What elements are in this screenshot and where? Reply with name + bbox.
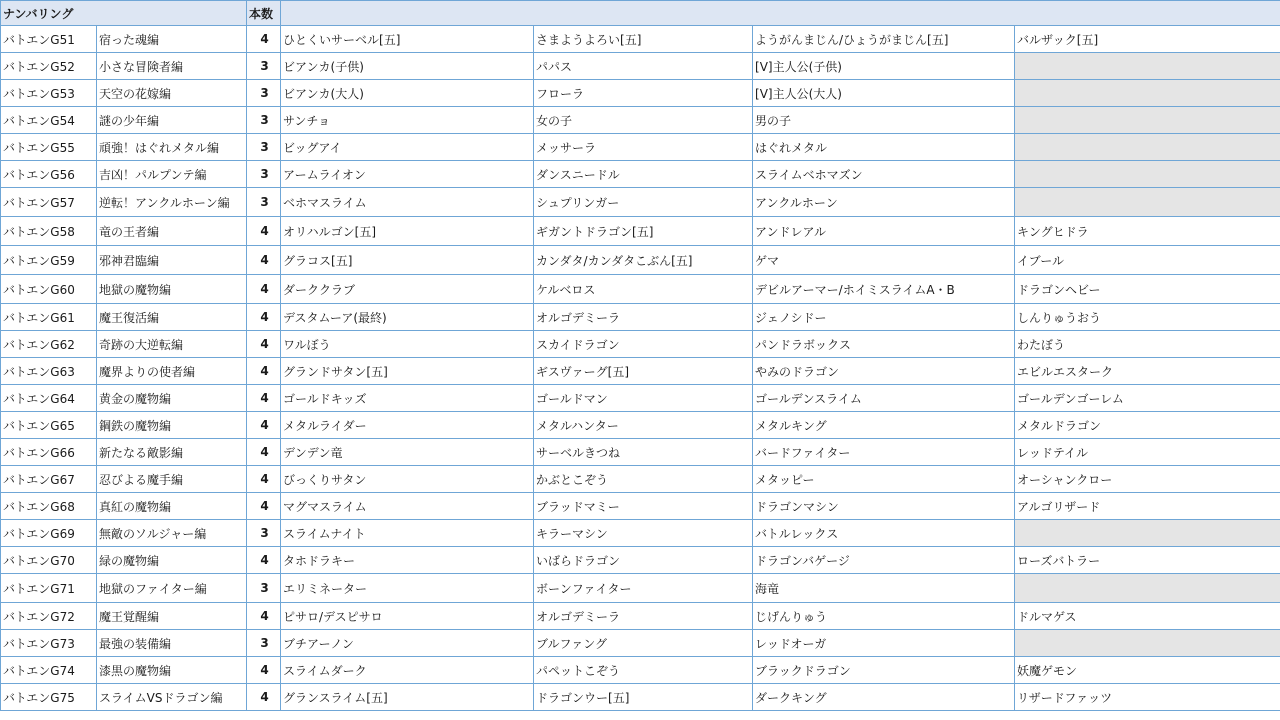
cell-numbering[interactable]: バトエンG62 bbox=[1, 331, 97, 358]
cell-monster-3[interactable]: ゴールデンスライム bbox=[753, 385, 1015, 412]
table-row bbox=[1, 574, 1280, 603]
cell-count[interactable]: 3 bbox=[247, 520, 281, 547]
cell-monster-1[interactable]: オリハルゴン[五] bbox=[281, 217, 534, 246]
cell-numbering[interactable]: バトエンG52 bbox=[1, 53, 97, 80]
cell-count[interactable]: 4 bbox=[247, 275, 281, 304]
cell-count[interactable]: 4 bbox=[247, 493, 281, 520]
cell-title[interactable]: 最強の装備編 bbox=[97, 630, 247, 657]
cell-numbering[interactable]: バトエンG71 bbox=[1, 574, 97, 603]
cell-monster-1[interactable]: ブチアーノン bbox=[281, 630, 534, 657]
cell-numbering[interactable]: バトエンG61 bbox=[1, 304, 97, 331]
cell-monster-2[interactable]: シュプリンガー bbox=[534, 188, 753, 217]
cell-monster-2[interactable]: ギスヴァーグ[五] bbox=[534, 358, 753, 385]
cell-title[interactable]: 竜の王者編 bbox=[97, 217, 247, 246]
cell-monster-3[interactable]: バードファイター bbox=[753, 439, 1015, 466]
cell-monster-4[interactable] bbox=[1015, 161, 1280, 188]
cell-monster-2[interactable]: ブラッドマミー bbox=[534, 493, 753, 520]
cell-monster-1[interactable]: グラコス[五] bbox=[281, 246, 534, 275]
cell-numbering[interactable]: バトエンG65 bbox=[1, 412, 97, 439]
cell-monster-4[interactable]: メタルドラゴン bbox=[1015, 412, 1280, 439]
cell-count[interactable]: 3 bbox=[247, 188, 281, 217]
cell-count[interactable]: 3 bbox=[247, 574, 281, 603]
table-row bbox=[1, 520, 1280, 547]
cell-numbering[interactable]: バトエンG72 bbox=[1, 603, 97, 630]
cell-monster-4[interactable] bbox=[1015, 53, 1280, 80]
cell-monster-1[interactable]: グランスライム[五] bbox=[281, 684, 534, 711]
cell-monster-2[interactable]: オルゴデミーラ bbox=[534, 603, 753, 630]
table-row bbox=[1, 466, 1280, 493]
cell-monster-2[interactable]: スカイドラゴン bbox=[534, 331, 753, 358]
cell-count[interactable]: 3 bbox=[247, 134, 281, 161]
cell-title[interactable]: 地獄の魔物編 bbox=[97, 275, 247, 304]
cell-monster-2[interactable]: ケルベロス bbox=[534, 275, 753, 304]
cell-monster-2[interactable]: ゴールドマン bbox=[534, 385, 753, 412]
cell-monster-2[interactable]: カンダタ/カンダタこぶん[五] bbox=[534, 246, 753, 275]
cell-monster-4[interactable]: バルザック[五] bbox=[1015, 26, 1280, 53]
cell-numbering[interactable]: バトエンG57 bbox=[1, 188, 97, 217]
cell-numbering[interactable]: バトエンG55 bbox=[1, 134, 97, 161]
cell-monster-4[interactable]: ローズバトラー bbox=[1015, 547, 1280, 574]
table-row bbox=[1, 53, 1280, 80]
cell-title[interactable]: 漆黒の魔物編 bbox=[97, 657, 247, 684]
table-row bbox=[1, 26, 1280, 53]
cell-monster-1[interactable]: スライムダーク bbox=[281, 657, 534, 684]
cell-monster-4[interactable]: イブール bbox=[1015, 246, 1280, 275]
table-row bbox=[1, 80, 1280, 107]
cell-monster-3[interactable]: ゲマ bbox=[753, 246, 1015, 275]
cell-monster-4[interactable]: しんりゅうおう bbox=[1015, 304, 1280, 331]
table-header bbox=[1, 1, 1280, 26]
cell-monster-3[interactable]: 海竜 bbox=[753, 574, 1015, 603]
table-row bbox=[1, 657, 1280, 684]
cell-count[interactable]: 3 bbox=[247, 107, 281, 134]
cell-title[interactable]: 新たなる敵影編 bbox=[97, 439, 247, 466]
cell-count[interactable]: 4 bbox=[247, 304, 281, 331]
cell-monster-4[interactable] bbox=[1015, 520, 1280, 547]
cell-monster-1[interactable]: デンデン竜 bbox=[281, 439, 534, 466]
cell-monster-2[interactable]: さまようよろい[五] bbox=[534, 26, 753, 53]
header-numbering[interactable]: ナンバリング bbox=[1, 1, 247, 26]
cell-monster-3[interactable]: ブラックドラゴン bbox=[753, 657, 1015, 684]
header-count[interactable]: 本数 bbox=[247, 1, 281, 26]
cell-title[interactable]: 天空の花嫁編 bbox=[97, 80, 247, 107]
cell-monster-4[interactable]: ゴールデンゴーレム bbox=[1015, 385, 1280, 412]
cell-title[interactable]: スライムVSドラゴン編 bbox=[97, 684, 247, 711]
cell-monster-2[interactable]: ボーンファイター bbox=[534, 574, 753, 603]
table-row bbox=[1, 134, 1280, 161]
cell-count[interactable]: 4 bbox=[247, 547, 281, 574]
cell-count[interactable]: 3 bbox=[247, 630, 281, 657]
cell-numbering[interactable]: バトエンG58 bbox=[1, 217, 97, 246]
cell-monster-1[interactable]: マグマスライム bbox=[281, 493, 534, 520]
cell-count[interactable]: 4 bbox=[247, 657, 281, 684]
cell-monster-2[interactable]: ドラゴンウー[五] bbox=[534, 684, 753, 711]
cell-monster-1[interactable]: ひとくいサーベル[五] bbox=[281, 26, 534, 53]
cell-monster-4[interactable]: エビルエスターク bbox=[1015, 358, 1280, 385]
cell-title[interactable]: 魔王覚醒編 bbox=[97, 603, 247, 630]
cell-count[interactable]: 3 bbox=[247, 80, 281, 107]
cell-count[interactable]: 4 bbox=[247, 466, 281, 493]
cell-count[interactable]: 4 bbox=[247, 331, 281, 358]
cell-monster-2[interactable]: キラーマシン bbox=[534, 520, 753, 547]
cell-monster-3[interactable]: アンドレアル bbox=[753, 217, 1015, 246]
table-row bbox=[1, 385, 1280, 412]
cell-title[interactable]: 邪神君臨編 bbox=[97, 246, 247, 275]
cell-monster-4[interactable] bbox=[1015, 134, 1280, 161]
cell-monster-2[interactable]: メタルハンター bbox=[534, 412, 753, 439]
cell-count[interactable]: 4 bbox=[247, 439, 281, 466]
cell-monster-4[interactable]: ドラゴンヘビー bbox=[1015, 275, 1280, 304]
cell-title[interactable]: 魔界よりの使者編 bbox=[97, 358, 247, 385]
cell-monster-4[interactable] bbox=[1015, 80, 1280, 107]
table-row bbox=[1, 331, 1280, 358]
table-row bbox=[1, 439, 1280, 466]
cell-monster-4[interactable]: オーシャンクロー bbox=[1015, 466, 1280, 493]
cell-count[interactable]: 4 bbox=[247, 358, 281, 385]
table-row bbox=[1, 188, 1280, 217]
cell-monster-1[interactable]: ベホマスライム bbox=[281, 188, 534, 217]
cell-monster-1[interactable]: ビッグアイ bbox=[281, 134, 534, 161]
cell-monster-3[interactable]: じげんりゅう bbox=[753, 603, 1015, 630]
cell-monster-2[interactable]: かぶとこぞう bbox=[534, 466, 753, 493]
cell-monster-3[interactable]: ドラゴンマシン bbox=[753, 493, 1015, 520]
cell-monster-4[interactable]: リザードファッツ bbox=[1015, 684, 1280, 711]
cell-monster-3[interactable]: はぐれメタル bbox=[753, 134, 1015, 161]
cell-numbering[interactable]: バトエンG60 bbox=[1, 275, 97, 304]
table-row bbox=[1, 217, 1280, 246]
cell-monster-3[interactable]: メタルキング bbox=[753, 412, 1015, 439]
cell-monster-3[interactable]: ドラゴンバゲージ bbox=[753, 547, 1015, 574]
table-row bbox=[1, 304, 1280, 331]
cell-title[interactable]: 謎の少年編 bbox=[97, 107, 247, 134]
cell-count[interactable]: 3 bbox=[247, 53, 281, 80]
cell-monster-2[interactable]: ギガントドラゴン[五] bbox=[534, 217, 753, 246]
cell-title[interactable]: 忍びよる魔手編 bbox=[97, 466, 247, 493]
cell-monster-2[interactable]: パパス bbox=[534, 53, 753, 80]
cell-numbering[interactable]: バトエンG51 bbox=[1, 26, 97, 53]
cell-count[interactable]: 4 bbox=[247, 603, 281, 630]
cell-monster-3[interactable]: [V]主人公(大人) bbox=[753, 80, 1015, 107]
table-row bbox=[1, 358, 1280, 385]
table-row bbox=[1, 630, 1280, 657]
cell-monster-1[interactable]: エリミネーター bbox=[281, 574, 534, 603]
cell-numbering[interactable]: バトエンG59 bbox=[1, 246, 97, 275]
table-row bbox=[1, 603, 1280, 630]
cell-monster-3[interactable]: パンドラボックス bbox=[753, 331, 1015, 358]
cell-monster-3[interactable]: デビルアーマー/ホイミスライムA・B bbox=[753, 275, 1015, 304]
table-row bbox=[1, 107, 1280, 134]
cell-monster-3[interactable]: [V]主人公(子供) bbox=[753, 53, 1015, 80]
cell-count[interactable]: 4 bbox=[247, 412, 281, 439]
cell-title[interactable]: 黄金の魔物編 bbox=[97, 385, 247, 412]
cell-numbering[interactable]: バトエンG63 bbox=[1, 358, 97, 385]
cell-monster-3[interactable]: レッドオーガ bbox=[753, 630, 1015, 657]
cell-monster-1[interactable]: スライムナイト bbox=[281, 520, 534, 547]
cell-monster-2[interactable]: 女の子 bbox=[534, 107, 753, 134]
cell-monster-3[interactable]: やみのドラゴン bbox=[753, 358, 1015, 385]
cell-title[interactable]: 魔王復活編 bbox=[97, 304, 247, 331]
table-row bbox=[1, 493, 1280, 520]
cell-monster-3[interactable]: アンクルホーン bbox=[753, 188, 1015, 217]
cell-monster-2[interactable]: いばらドラゴン bbox=[534, 547, 753, 574]
cell-title[interactable]: 奇跡の大逆転編 bbox=[97, 331, 247, 358]
table-row bbox=[1, 547, 1280, 574]
cell-numbering[interactable]: バトエンG75 bbox=[1, 684, 97, 711]
cell-numbering[interactable]: バトエンG64 bbox=[1, 385, 97, 412]
cell-count[interactable]: 4 bbox=[247, 217, 281, 246]
cell-monster-1[interactable]: びっくりサタン bbox=[281, 466, 534, 493]
cell-monster-2[interactable]: サーベルきつね bbox=[534, 439, 753, 466]
cell-title[interactable]: 真紅の魔物編 bbox=[97, 493, 247, 520]
cell-monster-2[interactable]: ブルファング bbox=[534, 630, 753, 657]
table-row bbox=[1, 412, 1280, 439]
cell-numbering[interactable]: バトエンG69 bbox=[1, 520, 97, 547]
cell-numbering[interactable]: バトエンG53 bbox=[1, 80, 97, 107]
cell-numbering[interactable]: バトエンG56 bbox=[1, 161, 97, 188]
cell-count[interactable]: 4 bbox=[247, 246, 281, 275]
cell-monster-4[interactable]: わたぼう bbox=[1015, 331, 1280, 358]
cell-title[interactable]: 頑強！はぐれメタル編 bbox=[97, 134, 247, 161]
cell-monster-4[interactable]: 妖魔ゲモン bbox=[1015, 657, 1280, 684]
cell-count[interactable]: 4 bbox=[247, 26, 281, 53]
cell-monster-3[interactable]: ジェノシドー bbox=[753, 304, 1015, 331]
table-body bbox=[1, 26, 1280, 711]
cell-monster-3[interactable]: 男の子 bbox=[753, 107, 1015, 134]
cell-monster-2[interactable]: パペットこぞう bbox=[534, 657, 753, 684]
cell-monster-1[interactable]: ダーククラブ bbox=[281, 275, 534, 304]
cell-monster-1[interactable]: グランドサタン[五] bbox=[281, 358, 534, 385]
cell-title[interactable]: 逆転！アンクルホーン編 bbox=[97, 188, 247, 217]
cell-monster-3[interactable]: メタッピー bbox=[753, 466, 1015, 493]
cell-monster-1[interactable]: ピサロ/デスピサロ bbox=[281, 603, 534, 630]
cell-count[interactable]: 3 bbox=[247, 161, 281, 188]
cell-title[interactable]: 緑の魔物編 bbox=[97, 547, 247, 574]
cell-numbering[interactable]: バトエンG73 bbox=[1, 630, 97, 657]
cell-count[interactable]: 4 bbox=[247, 385, 281, 412]
table-row bbox=[1, 161, 1280, 188]
header-monsters[interactable] bbox=[281, 1, 1280, 26]
cell-monster-4[interactable]: レッドテイル bbox=[1015, 439, 1280, 466]
cell-monster-3[interactable]: ダークキング bbox=[753, 684, 1015, 711]
cell-monster-4[interactable] bbox=[1015, 630, 1280, 657]
cell-monster-1[interactable]: デスタムーア(最終) bbox=[281, 304, 534, 331]
cell-monster-3[interactable]: ようがんまじん/ひょうがまじん[五] bbox=[753, 26, 1015, 53]
cell-monster-1[interactable]: タホドラキー bbox=[281, 547, 534, 574]
header-row bbox=[1, 1, 1280, 26]
cell-monster-1[interactable]: メタルライダー bbox=[281, 412, 534, 439]
cell-numbering[interactable]: バトエンG68 bbox=[1, 493, 97, 520]
cell-title[interactable]: 地獄のファイター編 bbox=[97, 574, 247, 603]
cell-monster-4[interactable] bbox=[1015, 188, 1280, 217]
table-row bbox=[1, 684, 1280, 711]
cell-numbering[interactable]: バトエンG66 bbox=[1, 439, 97, 466]
cell-title[interactable]: 宿った魂編 bbox=[97, 26, 247, 53]
cell-monster-1[interactable]: ビアンカ(大人) bbox=[281, 80, 534, 107]
cell-monster-2[interactable]: メッサーラ bbox=[534, 134, 753, 161]
cell-monster-3[interactable]: スライムベホマズン bbox=[753, 161, 1015, 188]
cell-title[interactable]: 吉凶！パルプンテ編 bbox=[97, 161, 247, 188]
cell-monster-1[interactable]: ビアンカ(子供) bbox=[281, 53, 534, 80]
cell-monster-2[interactable]: オルゴデミーラ bbox=[534, 304, 753, 331]
cell-monster-3[interactable]: バトルレックス bbox=[753, 520, 1015, 547]
cell-numbering[interactable]: バトエンG74 bbox=[1, 657, 97, 684]
cell-monster-4[interactable]: アルゴリザード bbox=[1015, 493, 1280, 520]
cell-monster-1[interactable]: ゴールドキッズ bbox=[281, 385, 534, 412]
cell-monster-1[interactable]: ワルぼう bbox=[281, 331, 534, 358]
cell-monster-4[interactable] bbox=[1015, 574, 1280, 603]
cell-numbering[interactable]: バトエンG54 bbox=[1, 107, 97, 134]
table-row bbox=[1, 246, 1280, 275]
cell-monster-4[interactable]: キングヒドラ bbox=[1015, 217, 1280, 246]
cell-monster-4[interactable]: ドルマゲス bbox=[1015, 603, 1280, 630]
cell-monster-1[interactable]: サンチョ bbox=[281, 107, 534, 134]
cell-title[interactable]: 無敵のソルジャー編 bbox=[97, 520, 247, 547]
cell-count[interactable]: 4 bbox=[247, 684, 281, 711]
cell-monster-1[interactable]: アームライオン bbox=[281, 161, 534, 188]
cell-monster-2[interactable]: フローラ bbox=[534, 80, 753, 107]
cell-monster-2[interactable]: ダンスニードル bbox=[534, 161, 753, 188]
table-row bbox=[1, 275, 1280, 304]
cell-numbering[interactable]: バトエンG70 bbox=[1, 547, 97, 574]
cell-numbering[interactable]: バトエンG67 bbox=[1, 466, 97, 493]
cell-title[interactable]: 鋼鉄の魔物編 bbox=[97, 412, 247, 439]
cell-title[interactable]: 小さな冒険者編 bbox=[97, 53, 247, 80]
cell-monster-4[interactable] bbox=[1015, 107, 1280, 134]
